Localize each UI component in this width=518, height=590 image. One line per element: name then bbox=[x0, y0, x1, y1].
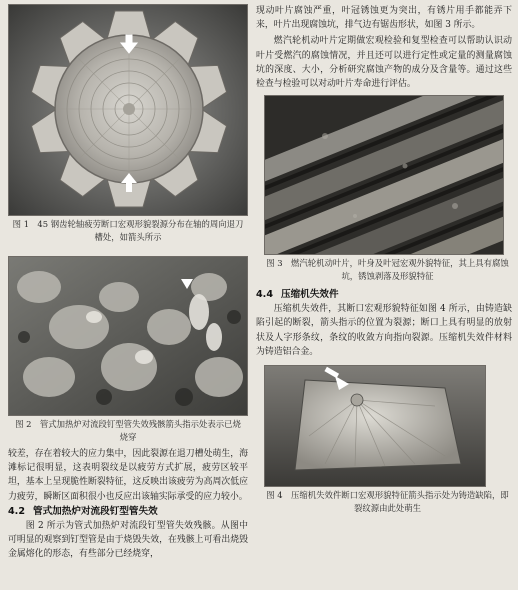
right-body-paragraph-3: 压缩机失效件，其断口宏观形貌特征如图 4 所示，由铸造缺陷引起的断裂，箭头指示的位置为裂源；断口上具有明显的放射状及人字形条纹，条纹的收敛方向指向裂源。压缩机失效件材料为铸造铝合金。 bbox=[256, 304, 512, 357]
figure-1-gear-shaft-fracture bbox=[8, 4, 248, 216]
figure-2-caption: 图 2 管式加热炉对流段钉型管失效残骸箭头指示处表示已烧烧穿 bbox=[15, 419, 241, 442]
compressor-fracture-photo bbox=[265, 366, 486, 487]
figure-3-turbine-blades bbox=[264, 95, 504, 255]
right-column bbox=[256, 4, 512, 515]
left-body-paragraph-2: 图 2 所示为管式加热炉对流段钉型管失效残骸。从图中可明显的观察到钉型管是由于烧毁失效，在残骸上可看出烧毁金属熔化的形态，有些部分已经烧穿， bbox=[8, 520, 248, 560]
section-title: 压缩机失效件 bbox=[281, 289, 339, 301]
nail-tube-photo bbox=[9, 257, 248, 416]
section-4-4-heading bbox=[256, 288, 512, 302]
section-title: 管式加热炉对流段钉型管失效 bbox=[33, 505, 158, 517]
section-number: 4.2 bbox=[8, 505, 25, 517]
right-body-paragraph-2: 燃汽轮机动叶片定期做宏观检验和复型检查可以帮助认识动叶片受燃汽的腐蚀情况，并且还可以进行定性或定量的测量腐蚀坑的深度、大小，分析研究腐蚀产物的成分及含量等。通过这些检查与检验可以对动叶片寿命进行评估。 bbox=[256, 36, 512, 90]
figure-4-caption: 图 4 压缩机失效件断口宏观形貌特征箭头指示处为铸造缺陷，即裂纹源由此处萌生 bbox=[266, 490, 509, 514]
turbine-blades-photo bbox=[265, 96, 504, 255]
left-body-paragraph-1: 较差，存在着较大的应力集中，因此裂源在退刀槽处萌生，海滩标记很明显，这表明裂纹是以疲劳方式扩展，疲劳区较平坦，基本上呈现脆性断裂特征，这反映出该疲劳为高周次低应力疲劳，瞬断区面积很小也反应出该轴实际承受的应力较小。 bbox=[8, 449, 248, 502]
section-number: 4.4 bbox=[256, 289, 273, 301]
section-4-2-heading bbox=[8, 505, 248, 519]
left-column bbox=[8, 4, 248, 561]
figure-3-caption: 图 3 燃汽轮机动叶片，叶身及叶冠宏观外貌特征，其上具有腐蚀坑，锈蚀剥落及形貌特征 bbox=[266, 258, 509, 282]
figure-4-compressor-fracture bbox=[264, 365, 486, 487]
figure-2-nail-tube-wreckage bbox=[8, 256, 248, 416]
right-body-paragraph-top: 现动叶片腐蚀严重，叶冠锈蚀更为突出，有锈片用手都能弄下来，叶片出现腐蚀坑，排气边有锯齿形状，如图 3 所示。 bbox=[256, 6, 512, 31]
figure-1-caption: 图 1 45 钢齿轮轴疲劳断口宏观形貌裂源分布在轴的周向退刀槽处，如箭头所示 bbox=[12, 219, 244, 242]
gear-fracture-photo bbox=[9, 5, 248, 216]
